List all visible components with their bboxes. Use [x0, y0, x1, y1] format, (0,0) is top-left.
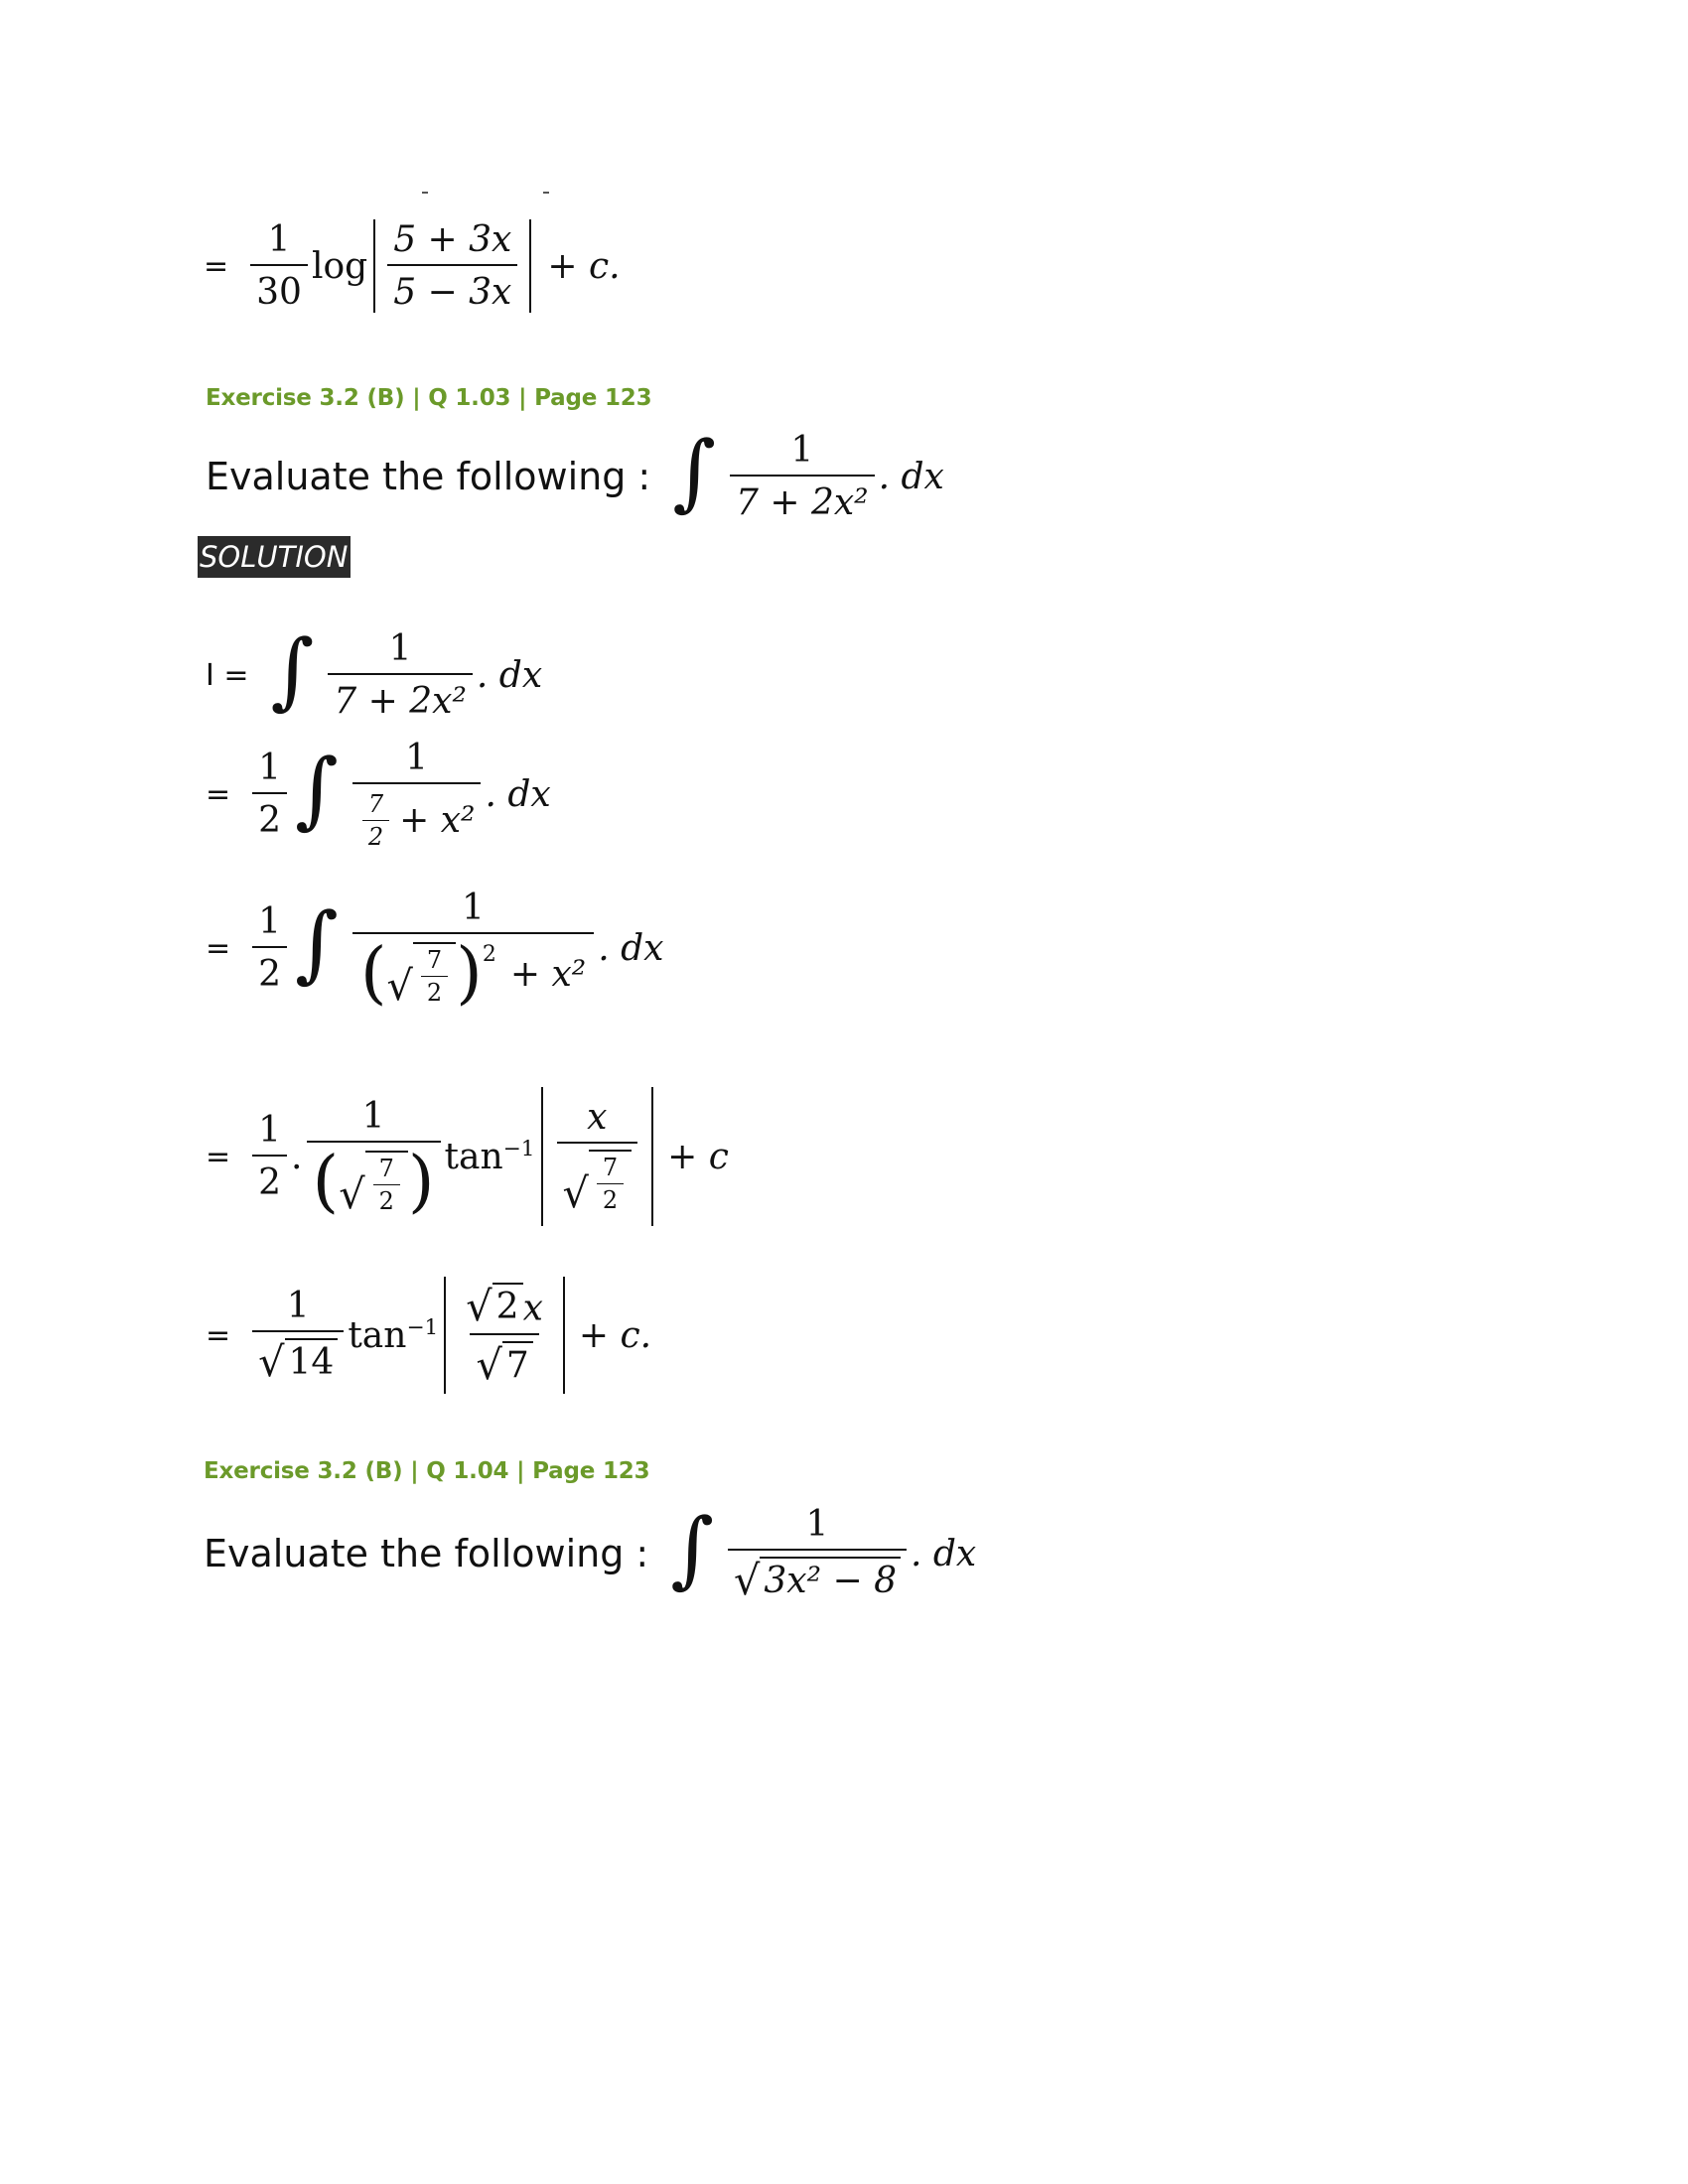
solution-badge-wrapper — [198, 536, 351, 578]
equals-sign: = — [206, 1139, 231, 1174]
constant-tail: + c. — [547, 245, 621, 287]
solution-step-2 — [206, 740, 551, 849]
coef-fraction: 1 √ 14 — [252, 1286, 344, 1385]
integral-sign: ∫ — [672, 423, 716, 521]
step-fraction: $\frac{1}{\text{7 + 2x²}}$ — [328, 628, 473, 722]
dx-term: . dx — [878, 456, 944, 497]
dx-term: . dx — [476, 654, 543, 696]
solution-badge: SOLUTION — [198, 536, 351, 578]
equals-sign: = — [206, 776, 231, 812]
equals-sign: = — [206, 1317, 231, 1353]
coef-fraction: $\frac{1}{2}$ — [252, 1110, 287, 1203]
constant-tail: + c — [667, 1136, 729, 1177]
coef-fraction: $\frac{1}{30}$ — [250, 219, 308, 313]
tan-inverse: $\tan^{-1}$ — [444, 1136, 535, 1177]
exercise-header-q104: Exercise 3.2 (B) | Q 1.04 | Page 123 — [204, 1458, 650, 1484]
coef-fraction: $\frac{1}{2}$ — [252, 901, 287, 995]
abs-value: x √ $\frac{7}{2}$ — [541, 1087, 654, 1226]
solution-step-1 — [206, 621, 543, 725]
integral-sign: ∫ — [295, 741, 339, 839]
log-function: log — [311, 245, 368, 287]
tan-inverse: $\tan^{-1}$ — [348, 1314, 439, 1356]
step-fraction: 1 ( √ $\frac{7}{2}$ ) 2 + x² — [352, 887, 594, 1008]
coef-fraction: $\frac{1}{2}$ — [252, 748, 287, 841]
solution-step-4 — [206, 1062, 729, 1251]
step-fraction: 1 $\frac{7}{2}$ + x² — [352, 738, 482, 851]
integral-sign: ∫ — [670, 1500, 714, 1598]
exercise-header-q103: Exercise 3.2 (B) | Q 1.03 | Page 123 — [206, 385, 652, 411]
constant-tail: + c. — [578, 1314, 652, 1356]
step-lhs: I = — [206, 657, 249, 693]
prompt-text: Evaluate the following : — [204, 1532, 649, 1575]
abs-value — [373, 219, 531, 313]
integral-sign: ∫ — [270, 621, 315, 720]
integrand-fraction: 1 √ 3x² − 8 — [728, 1504, 907, 1603]
abs-value: √ 2 x √ 7 — [444, 1277, 565, 1393]
prompt-text: Evaluate the following : — [206, 455, 651, 498]
cropped-top-marks — [422, 192, 549, 196]
sqrt-seven-halves: √ $\frac{7}{2}$ — [387, 942, 457, 1007]
dx-term: . dx — [598, 927, 664, 969]
integrand-fraction: $\frac{1}{\text{7 + 2x²}}$ — [730, 430, 875, 523]
solution-step-5 — [206, 1271, 651, 1400]
integral-sign: ∫ — [295, 894, 339, 993]
solution-step-3 — [206, 859, 663, 1037]
dx-term: . dx — [485, 773, 551, 815]
step-fraction: 1 ( √ $\frac{7}{2}$ ) — [307, 1096, 441, 1216]
log-arg-fraction: $\frac{5 + 3x}{5 - 3x}$ — [387, 219, 517, 313]
top-result-line — [204, 216, 621, 316]
seven-halves: $\frac{7}{2}$ — [362, 790, 389, 851]
question-prompt-q103 — [206, 423, 944, 526]
dot: . — [291, 1136, 303, 1177]
exponent: 2 — [482, 942, 496, 968]
equals-sign: = — [206, 930, 231, 966]
dx-term: . dx — [910, 1533, 977, 1574]
equals-sign: = — [204, 248, 229, 284]
question-prompt-q104 — [204, 1499, 976, 1608]
